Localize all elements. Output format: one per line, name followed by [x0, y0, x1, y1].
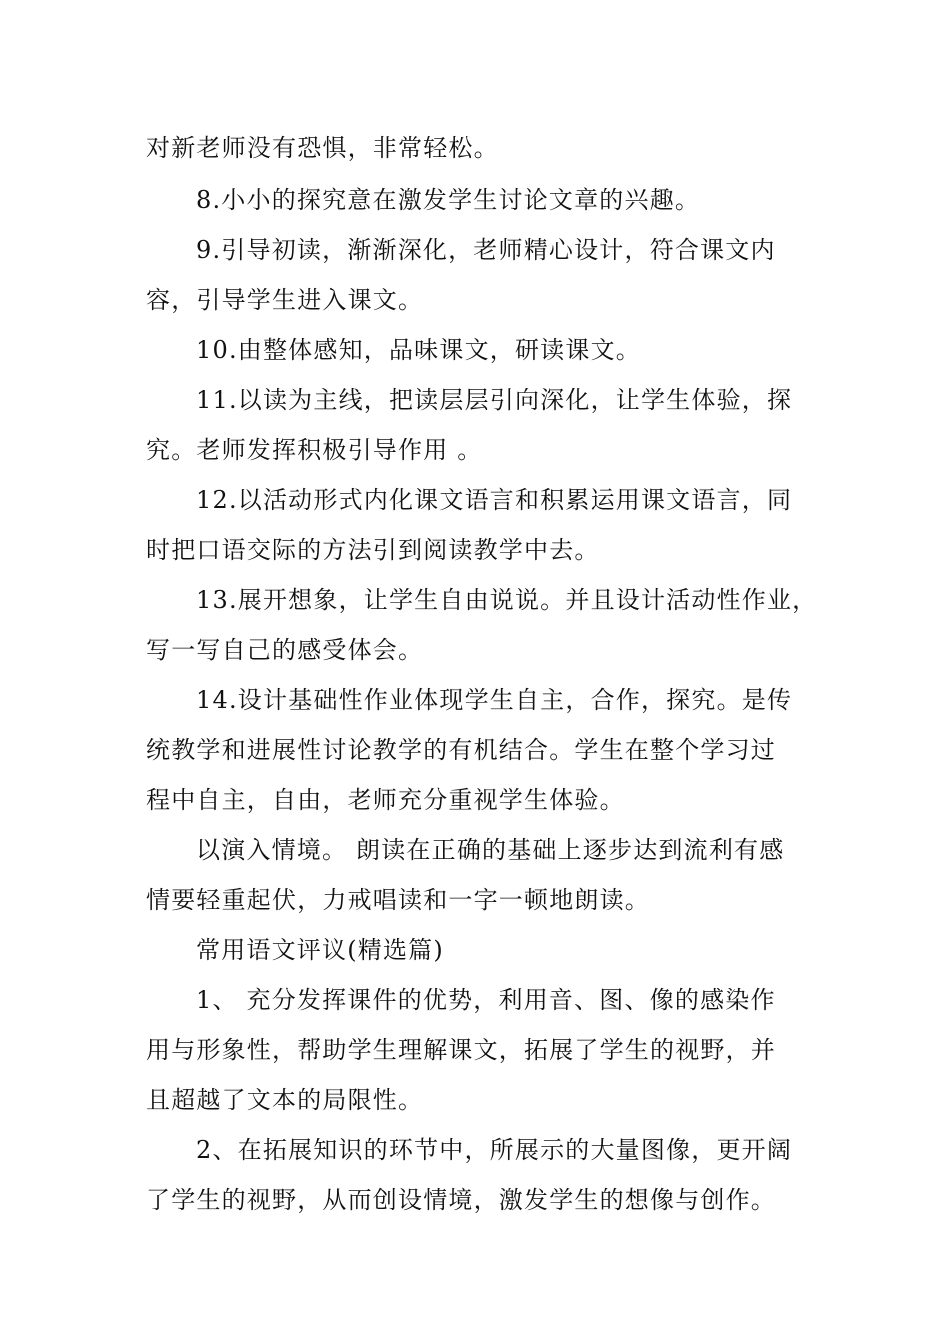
text-line: 对新老师没有恐惧，非常轻松。: [146, 134, 499, 162]
text-line: 12.以活动形式内化课文语言和积累运用课文语言，同: [196, 486, 793, 514]
text-line: 了学生的视野，从而创设情境，激发学生的想像与创作。: [146, 1186, 776, 1214]
text-line: 写一写自己的感受体会。: [146, 636, 424, 664]
text-line: 容，引导学生进入课文。: [146, 286, 424, 314]
text-line: 1、 充分发挥课件的优势，利用音、图、像的感染作: [196, 986, 776, 1014]
text-line: 程中自主，自由，老师充分重视学生体验。: [146, 786, 625, 814]
text-line: 8.小小的探究意在激发学生讨论文章的兴趣。: [196, 186, 701, 214]
text-line: 9.引导初读，渐渐深化，老师精心设计，符合课文内: [196, 236, 776, 264]
text-line: 14.设计基础性作业体现学生自主，合作，探究。是传: [196, 686, 793, 714]
text-line: 以演入情境。 朗读在正确的基础上逐步达到流利有感: [196, 836, 785, 864]
text-line: 统教学和进展性讨论教学的有机结合。学生在整个学习过: [146, 736, 776, 764]
text-line: 时把口语交际的方法引到阅读教学中去。: [146, 536, 600, 564]
text-line: 情要轻重起伏，力戒唱读和一字一顿地朗读。: [146, 886, 650, 914]
text-line: 用与形象性，帮助学生理解课文，拓展了学生的视野，并: [146, 1036, 776, 1064]
text-line: 13.展开想象，让学生自由说说。并且设计活动性作业，: [196, 586, 818, 614]
text-line: 10.由整体感知，品味课文，研读课文。: [196, 336, 641, 364]
text-line: 2、在拓展知识的环节中，所展示的大量图像，更开阔: [196, 1136, 793, 1164]
text-line: 究。老师发挥积极引导作用 。: [146, 436, 483, 464]
section-heading: 常用语文评议(精选篇): [196, 936, 444, 964]
text-line: 且超越了文本的局限性。: [146, 1086, 424, 1114]
text-line: 11.以读为主线，把读层层引向深化，让学生体验，探: [196, 386, 793, 414]
